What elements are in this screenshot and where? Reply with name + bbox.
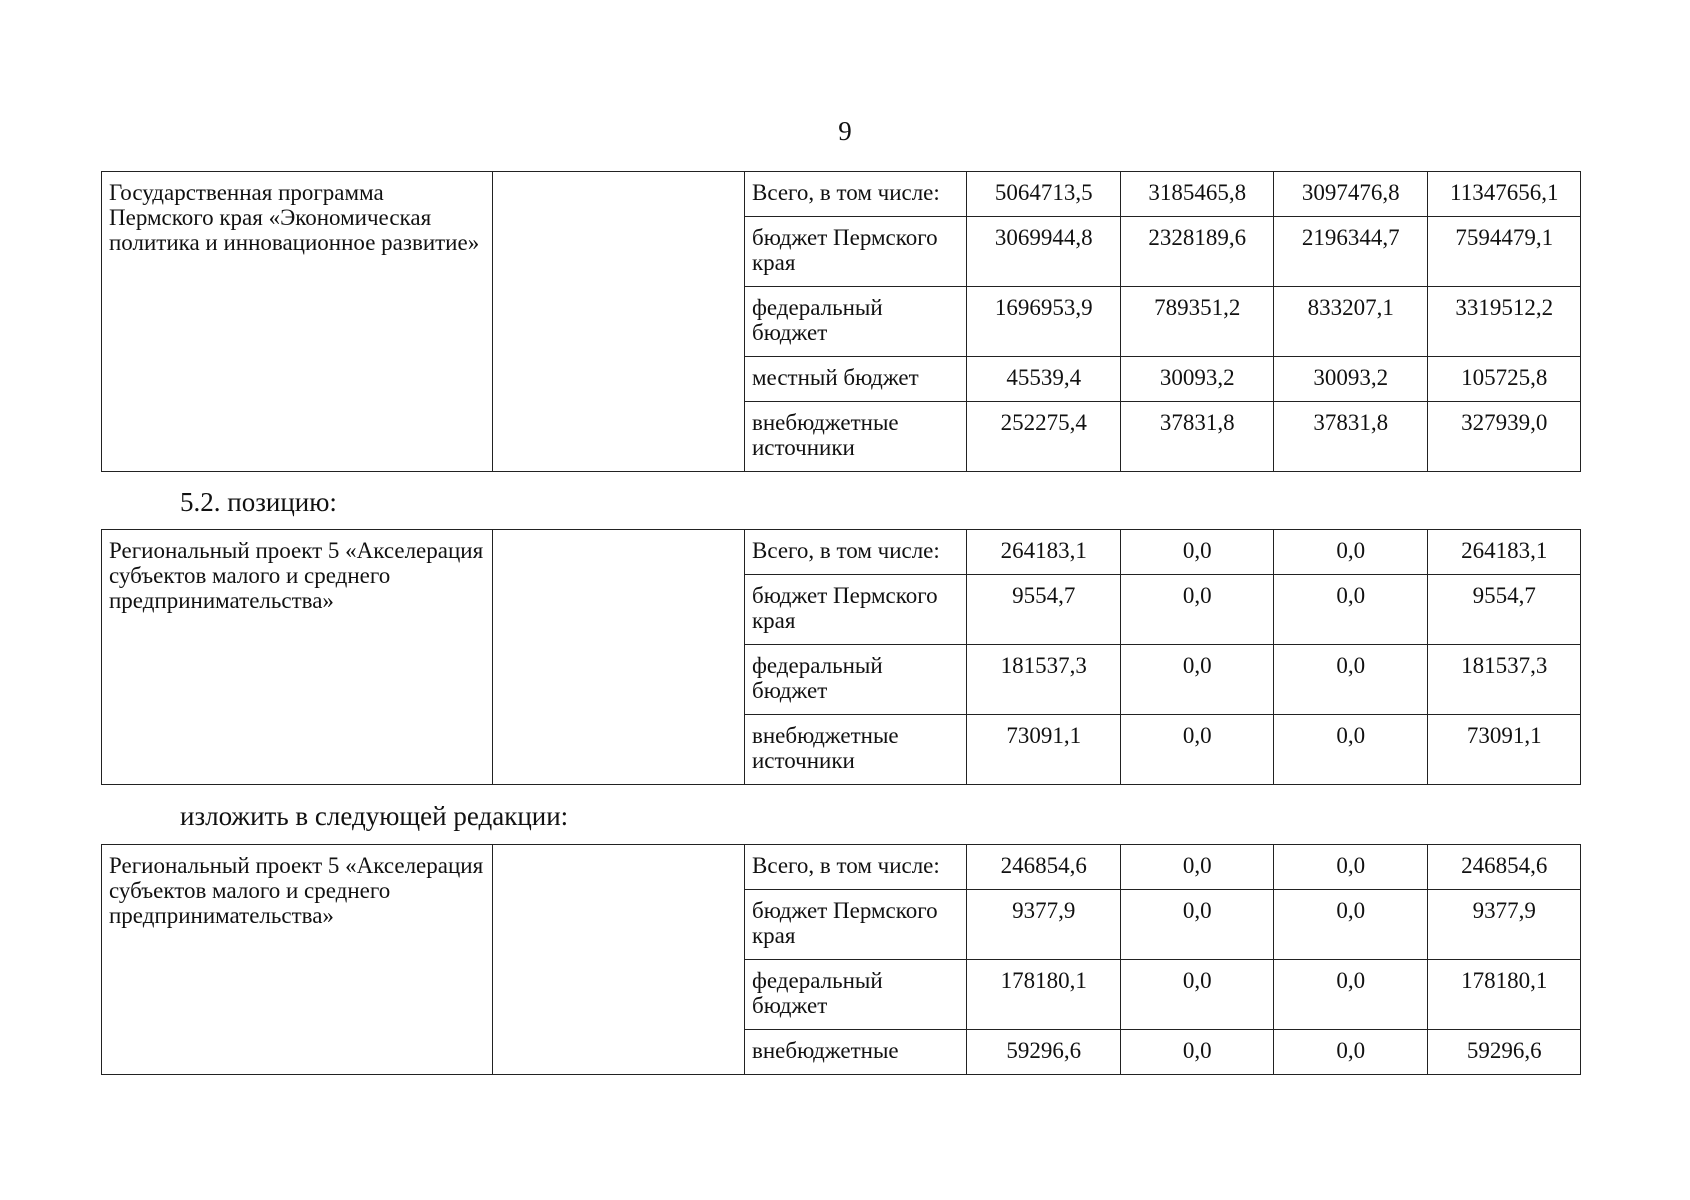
- section-heading: 5.2. позицию:: [180, 487, 337, 517]
- amount-cell: 1696953,9: [967, 287, 1121, 357]
- funding-source-cell: бюджет Пермского края: [745, 575, 967, 645]
- blank-cell: [493, 530, 745, 785]
- total-amount-cell: 11347656,1: [1427, 172, 1581, 217]
- total-amount-cell: 181537,3: [1427, 645, 1581, 715]
- funding-source-cell: Всего, в том числе:: [745, 530, 967, 575]
- funding-source-cell: бюджет Пермского края: [745, 217, 967, 287]
- total-amount-cell: 59296,6: [1427, 1030, 1581, 1075]
- amount-cell: 30093,2: [1120, 357, 1274, 402]
- amount-cell: 0,0: [1274, 845, 1428, 890]
- project-budget-table-new: [101, 844, 1581, 1075]
- amount-cell: 9377,9: [967, 890, 1121, 960]
- amount-cell: 0,0: [1120, 715, 1274, 785]
- table-row: [102, 530, 1581, 575]
- amount-cell: 3069944,8: [967, 217, 1121, 287]
- total-amount-cell: 264183,1: [1427, 530, 1581, 575]
- section-heading: изложить в следующей редакции:: [180, 801, 569, 831]
- amount-cell: 0,0: [1274, 1030, 1428, 1075]
- amount-cell: 181537,3: [967, 645, 1121, 715]
- amount-cell: 252275,4: [967, 402, 1121, 472]
- program-budget-table: [101, 171, 1581, 472]
- amount-cell: 0,0: [1120, 575, 1274, 645]
- amount-cell: 0,0: [1120, 845, 1274, 890]
- funding-source-cell: федеральный бюджет: [745, 960, 967, 1030]
- funding-source-cell: Всего, в том числе:: [745, 845, 967, 890]
- amount-cell: 0,0: [1274, 530, 1428, 575]
- amount-cell: 0,0: [1120, 960, 1274, 1030]
- amount-cell: 178180,1: [967, 960, 1121, 1030]
- blank-cell: [493, 172, 745, 472]
- table-row: [102, 172, 1581, 217]
- amount-cell: 0,0: [1120, 530, 1274, 575]
- amount-cell: 73091,1: [967, 715, 1121, 785]
- amount-cell: 30093,2: [1274, 357, 1428, 402]
- funding-source-cell: Всего, в том числе:: [745, 172, 967, 217]
- amount-cell: 45539,4: [967, 357, 1121, 402]
- amount-cell: 59296,6: [967, 1030, 1121, 1075]
- amount-cell: 2196344,7: [1274, 217, 1428, 287]
- total-amount-cell: 105725,8: [1427, 357, 1581, 402]
- funding-source-cell: внебюджетные: [745, 1030, 967, 1075]
- total-amount-cell: 9377,9: [1427, 890, 1581, 960]
- amount-cell: 264183,1: [967, 530, 1121, 575]
- amount-cell: 5064713,5: [967, 172, 1121, 217]
- project-budget-table-current: [101, 529, 1581, 785]
- amount-cell: 37831,8: [1120, 402, 1274, 472]
- project-name-cell: Региональный проект 5 «Акселерация субъектов малого и среднего предпринимательства»: [102, 845, 493, 1075]
- amount-cell: 3097476,8: [1274, 172, 1428, 217]
- total-amount-cell: 9554,7: [1427, 575, 1581, 645]
- amount-cell: 0,0: [1274, 890, 1428, 960]
- amount-cell: 0,0: [1120, 645, 1274, 715]
- table-row: [102, 845, 1581, 890]
- funding-source-cell: бюджет Пермского края: [745, 890, 967, 960]
- page-number: 9: [838, 116, 852, 146]
- funding-source-cell: местный бюджет: [745, 357, 967, 402]
- total-amount-cell: 73091,1: [1427, 715, 1581, 785]
- amount-cell: 9554,7: [967, 575, 1121, 645]
- funding-source-cell: федеральный бюджет: [745, 287, 967, 357]
- total-amount-cell: 327939,0: [1427, 402, 1581, 472]
- amount-cell: 0,0: [1274, 960, 1428, 1030]
- blank-cell: [493, 845, 745, 1075]
- amount-cell: 37831,8: [1274, 402, 1428, 472]
- amount-cell: 0,0: [1274, 575, 1428, 645]
- funding-source-cell: внебюджетные источники: [745, 715, 967, 785]
- amount-cell: 2328189,6: [1120, 217, 1274, 287]
- project-name-cell: Региональный проект 5 «Акселерация субъектов малого и среднего предпринимательства»: [102, 530, 493, 785]
- total-amount-cell: 7594479,1: [1427, 217, 1581, 287]
- amount-cell: 0,0: [1120, 1030, 1274, 1075]
- amount-cell: 833207,1: [1274, 287, 1428, 357]
- amount-cell: 789351,2: [1120, 287, 1274, 357]
- total-amount-cell: 178180,1: [1427, 960, 1581, 1030]
- program-name-cell: Государственная программа Пермского края «Экономическая политика и инновационное развитие»: [102, 172, 493, 472]
- amount-cell: 0,0: [1274, 645, 1428, 715]
- amount-cell: 3185465,8: [1120, 172, 1274, 217]
- amount-cell: 0,0: [1274, 715, 1428, 785]
- funding-source-cell: федеральный бюджет: [745, 645, 967, 715]
- total-amount-cell: 3319512,2: [1427, 287, 1581, 357]
- total-amount-cell: 246854,6: [1427, 845, 1581, 890]
- amount-cell: 246854,6: [967, 845, 1121, 890]
- amount-cell: 0,0: [1120, 890, 1274, 960]
- funding-source-cell: внебюджетные источники: [745, 402, 967, 472]
